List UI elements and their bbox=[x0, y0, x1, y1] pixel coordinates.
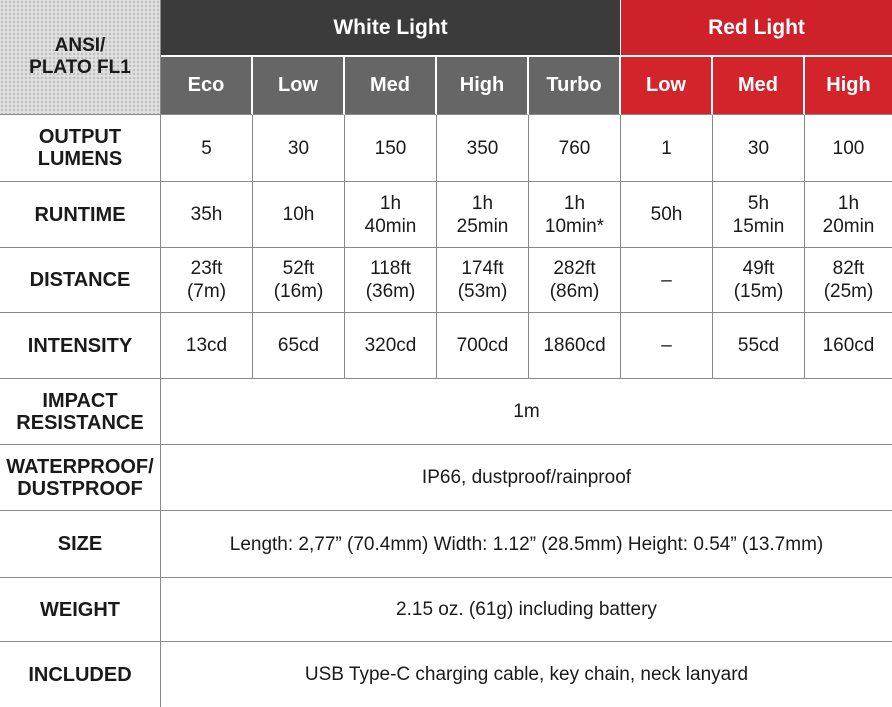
white-light-header: White Light bbox=[161, 0, 621, 57]
distance-value: 23ft (7m) bbox=[161, 248, 253, 313]
row-label-impact-resistance: IMPACT RESISTANCE bbox=[0, 379, 161, 445]
row-label-included: INCLUDED bbox=[0, 642, 161, 707]
row-label-distance: DISTANCE bbox=[0, 248, 161, 313]
distance-value: 282ft (86m) bbox=[529, 248, 621, 313]
intensity-value: – bbox=[621, 313, 713, 379]
row-label-runtime: RUNTIME bbox=[0, 182, 161, 248]
distance-value: 118ft (36m) bbox=[345, 248, 437, 313]
red-light-header: Red Light bbox=[621, 0, 892, 57]
output-lumens-value: 30 bbox=[713, 115, 805, 182]
distance-value: – bbox=[621, 248, 713, 313]
mode-header-white-eco: Eco bbox=[161, 57, 253, 115]
mode-header-white-turbo: Turbo bbox=[529, 57, 621, 115]
intensity-value: 700cd bbox=[437, 313, 529, 379]
runtime-value: 1h 40min bbox=[345, 182, 437, 248]
mode-header-red-low: Low bbox=[621, 57, 713, 115]
output-lumens-value: 100 bbox=[805, 115, 892, 182]
runtime-value: 1h 25min bbox=[437, 182, 529, 248]
mode-header-red-med: Med bbox=[713, 57, 805, 115]
row-label-size: SIZE bbox=[0, 511, 161, 578]
intensity-value: 320cd bbox=[345, 313, 437, 379]
output-lumens-value: 760 bbox=[529, 115, 621, 182]
row-label-weight: WEIGHT bbox=[0, 578, 161, 642]
mode-header-red-high: High bbox=[805, 57, 892, 115]
distance-value: 82ft (25m) bbox=[805, 248, 892, 313]
distance-value: 49ft (15m) bbox=[713, 248, 805, 313]
intensity-value: 1860cd bbox=[529, 313, 621, 379]
size-value: Length: 2,77” (70.4mm) Width: 1.12” (28.5mm) Height: 0.54” (13.7mm) bbox=[161, 511, 892, 578]
intensity-value: 160cd bbox=[805, 313, 892, 379]
row-label-waterproof: WATERPROOF/ DUSTPROOF bbox=[0, 445, 161, 511]
mode-header-white-med: Med bbox=[345, 57, 437, 115]
included-value: USB Type-C charging cable, key chain, neck lanyard bbox=[161, 642, 892, 707]
intensity-value: 65cd bbox=[253, 313, 345, 379]
mode-header-white-low: Low bbox=[253, 57, 345, 115]
output-lumens-value: 150 bbox=[345, 115, 437, 182]
standard-label: ANSI/ PLATO FL1 bbox=[0, 0, 161, 115]
output-lumens-value: 350 bbox=[437, 115, 529, 182]
row-label-output-lumens: OUTPUT LUMENS bbox=[0, 115, 161, 182]
distance-value: 174ft (53m) bbox=[437, 248, 529, 313]
mode-header-white-high: High bbox=[437, 57, 529, 115]
intensity-value: 13cd bbox=[161, 313, 253, 379]
output-lumens-value: 1 bbox=[621, 115, 713, 182]
runtime-value: 1h 20min bbox=[805, 182, 892, 248]
row-label-intensity: INTENSITY bbox=[0, 313, 161, 379]
impact-resistance-value: 1m bbox=[161, 379, 892, 445]
runtime-value: 50h bbox=[621, 182, 713, 248]
output-lumens-value: 5 bbox=[161, 115, 253, 182]
runtime-value: 35h bbox=[161, 182, 253, 248]
runtime-value: 1h 10min* bbox=[529, 182, 621, 248]
distance-value: 52ft (16m) bbox=[253, 248, 345, 313]
waterproof-value: IP66, dustproof/rainproof bbox=[161, 445, 892, 511]
runtime-value: 5h 15min bbox=[713, 182, 805, 248]
runtime-value: 10h bbox=[253, 182, 345, 248]
intensity-value: 55cd bbox=[713, 313, 805, 379]
output-lumens-value: 30 bbox=[253, 115, 345, 182]
weight-value: 2.15 oz. (61g) including battery bbox=[161, 578, 892, 642]
